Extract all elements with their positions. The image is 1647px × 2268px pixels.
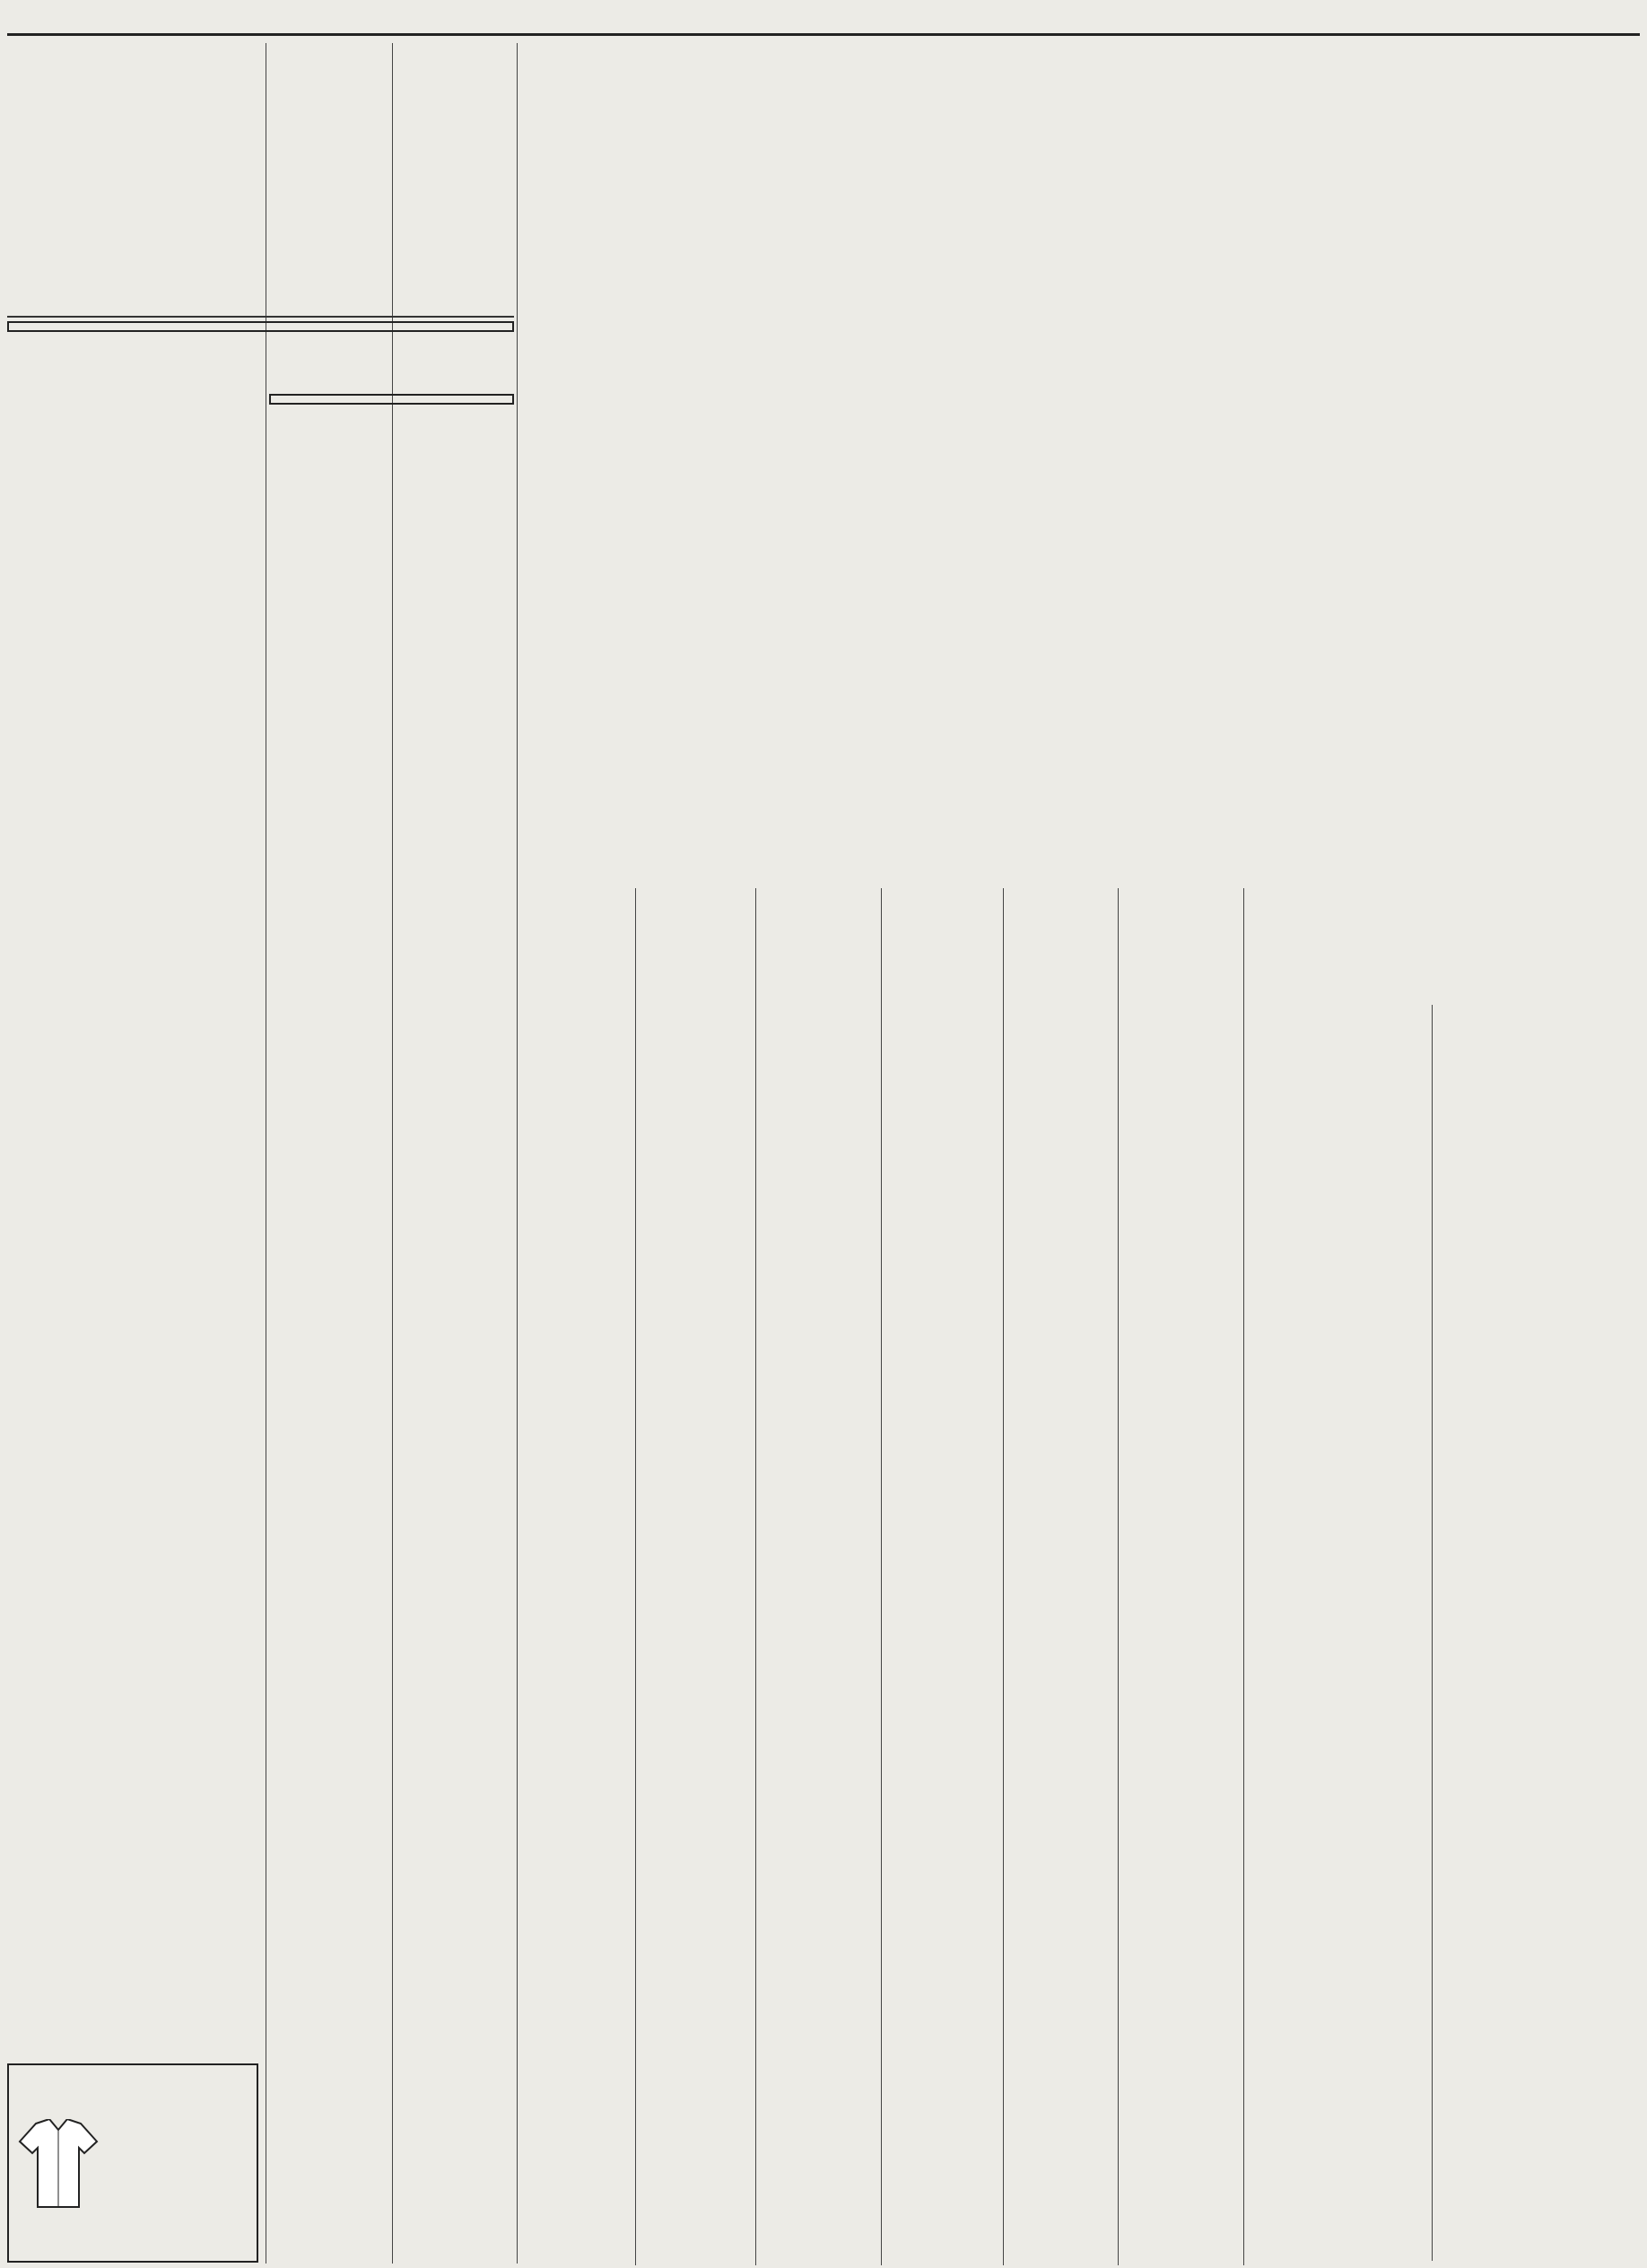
- column-rule: [755, 888, 756, 2265]
- column-rule: [1243, 888, 1244, 2265]
- cleaning-dyeing-ad: [7, 2063, 258, 2263]
- new-york-banner-box: [7, 321, 514, 362]
- brooklyn-headline: [269, 373, 514, 390]
- column-rule: [635, 888, 636, 2265]
- column-rule: [881, 888, 882, 2265]
- column-rule: [1432, 1005, 1433, 2261]
- brooklyn-massachusetts-column: [269, 368, 514, 2261]
- new-york-banner: [7, 321, 514, 332]
- new-york-column: [7, 368, 260, 2059]
- section-rule: [7, 316, 514, 318]
- column-rule: [1118, 888, 1119, 2265]
- shirt-icon: [18, 2119, 99, 2209]
- column-rule: [1003, 888, 1004, 2265]
- massachusetts-banner: [269, 394, 514, 405]
- boston-headline: [269, 410, 514, 427]
- camden-article: [7, 43, 514, 312]
- camden-body-wrap: [7, 48, 514, 50]
- column-rule: [517, 43, 518, 2264]
- masthead: [7, 0, 1640, 36]
